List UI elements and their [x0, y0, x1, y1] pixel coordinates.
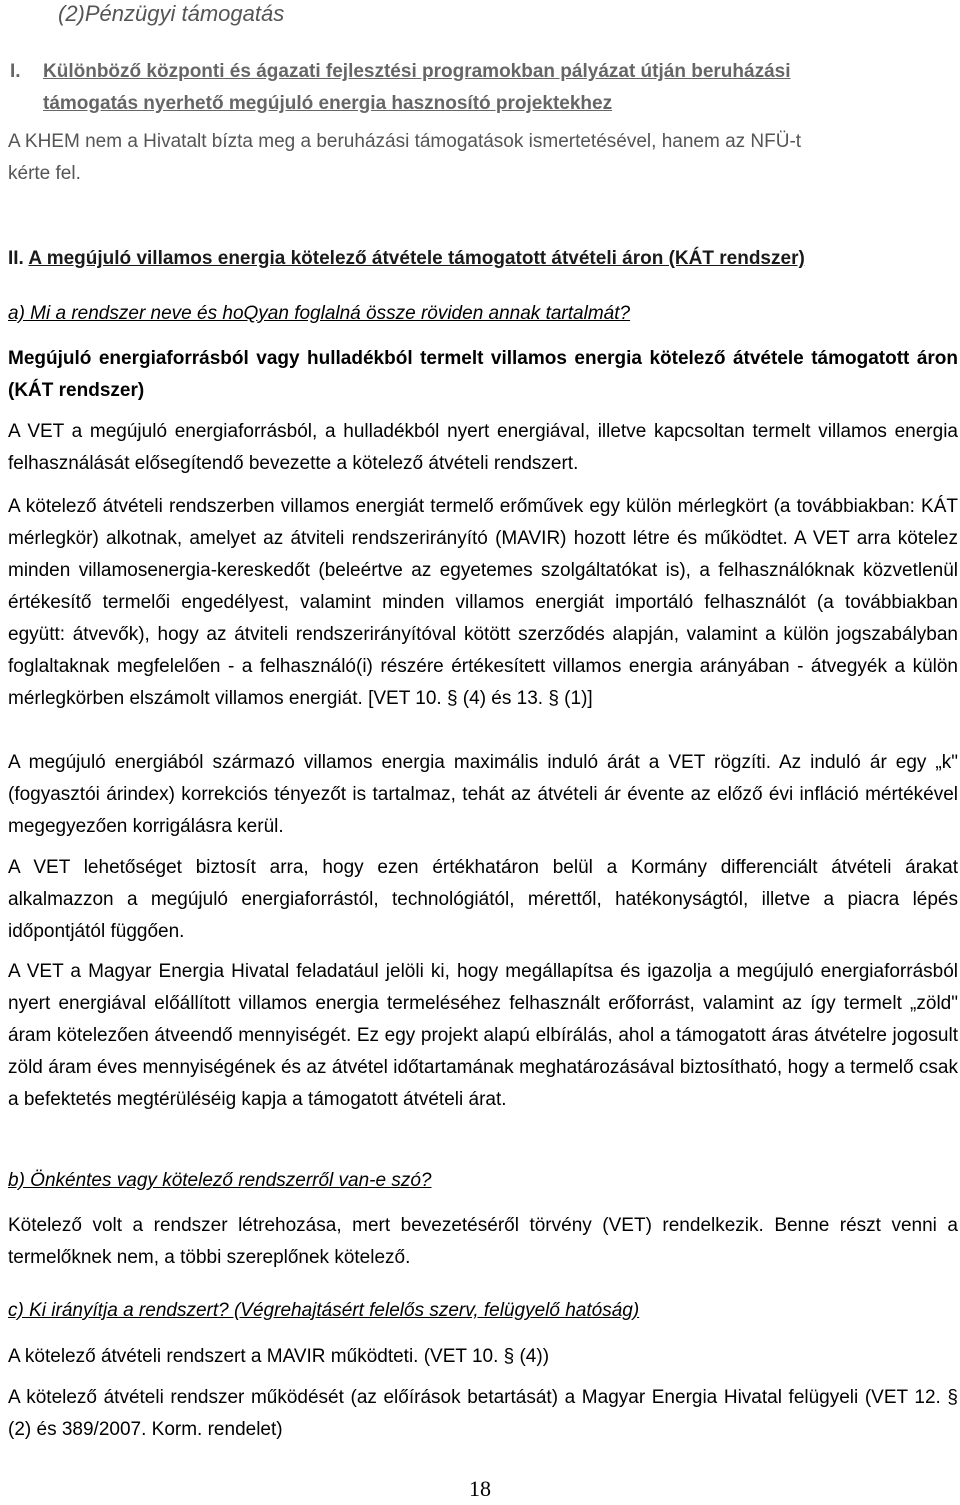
- section-1-heading: [10, 56, 960, 120]
- section-2-number: II.: [8, 248, 24, 269]
- subsection-heading: (2)Pénzügyi támogatás: [58, 1, 285, 26]
- section-2-title: A megújuló villamos energia kötelező átvétele támogatott átvételi áron (KÁT rendszer): [28, 248, 805, 269]
- question-c-answer-2: A kötelező átvételi rendszer működését (az előírások betartását) a Magyar Energia Hivatal felügyeli (VET 12. § (2) és 389/2007. Korm. rendelet): [8, 1387, 958, 1440]
- question-b-answer: Kötelező volt a rendszer létrehozása, mert bevezetéséről törvény (VET) rendelkezik. Benne részt venni a termelőknek nem, a többi szereplőnek kötelező.: [8, 1215, 958, 1268]
- section-1-title-line2: támogatás nyerhető megújuló energia hasznosító projektekhez: [43, 93, 613, 114]
- section-1-title-line1: Különböző központi és ágazati fejlesztési programokban pályázat útján beruházási: [43, 61, 791, 82]
- question-a: a) Mi a rendszer neve és hoQyan foglalná össze röviden annak tartalmát?: [8, 303, 631, 324]
- question-c-answer-1: A kötelező átvételi rendszert a MAVIR működteti. (VET 10. § (4)): [8, 1346, 550, 1367]
- section-1-number: I.: [10, 61, 21, 82]
- section-1-body-line1: A KHEM nem a Hivatalt bízta meg a beruházási támogatások ismertetésével, hanem az NFÜ-t: [8, 131, 802, 152]
- question-a-paragraph-5: A VET a Magyar Energia Hivatal feladatául jelöli ki, hogy megállapítsa és igazolja a megújuló energiaforrásból nyert energiával előállított villamos energia termeléséhez felhasznált erőforrást, valamint az így termelt „zöld" áram kötelezően átveendő mennyiségét. Ez egy projekt alapú elbírálás, ahol a támogatott áras átvételre jogosult zöld áram éves mennyiségének és az átvétel időtartamának meghatározásával biztosítható, hogy a termelő csak a befektetés megtérüléséig kapja a támogatott átvételi árat.: [8, 961, 958, 1110]
- question-a-paragraph-3: A megújuló energiából származó villamos energia maximális induló árát a VET rögzíti. Az induló ár egy „k" (fogyasztói árindex) korrekciós tényezőt is tartalmaz, tehát az átvételi ár évente az előző évi infláció mértékével megegyezően korrigálásra kerül.: [8, 752, 958, 837]
- page-number: 18: [469, 1476, 491, 1501]
- section-1-body: [8, 126, 958, 190]
- question-a-paragraph-4: A VET lehetőséget biztosít arra, hogy ezen értékhatáron belül a Kormány differenciált átvételi árakat alkalmazzon a megújuló energiaforrástól, technológiától, mérettől, hatékonyságtól, illetve a piacra lépés időpontjától függően.: [8, 857, 958, 942]
- question-a-paragraph-1: A VET a megújuló energiaforrásból, a hulladékból nyert energiával, illetve kapcsoltan termelt villamos energia felhasználását elősegítendő bevezette a kötelező átvételi rendszert.: [8, 421, 958, 474]
- question-a-paragraph-2: A kötelező átvételi rendszerben villamos energiát termelő erőművek egy külön mérlegkört (a továbbiakban: KÁT mérlegkör) alkotnak, amelyet az átviteli rendszerirányító (MAVIR) hozott létre és működtet. A VET arra kötelez minden villamosenergia-kereskedőt (beleértve az egyetemes szolgáltatókat is), a felhasználóknak közvetlenül értékesítő termelői engedélyest, valamint minden villamos energiát importáló felhasználót (a továbbiakban együtt: átvevők), hogy az átviteli rendszerirányítóval kötött szerződés alapján, valamint a külön jogszabályban foglaltaknak megfelelően - a felhasználó(i) részére értékesített villamos energia arányában - átvegyék a külön mérlegkörben elszámolt villamos energiát. [VET 10. § (4) és 13. § (1)]: [8, 496, 958, 709]
- question-b: b) Önkéntes vagy kötelező rendszerről van-e szó?: [8, 1170, 432, 1191]
- question-c: c) Ki irányítja a rendszert? (Végrehajtásért felelős szerv, felügyelő hatóság): [8, 1300, 640, 1321]
- section-1-body-line2: kérte fel.: [8, 163, 81, 184]
- question-a-bold-answer: Megújuló energiaforrásból vagy hulladékból termelt villamos energia kötelező átvétele támogatott áron (KÁT rendszer): [8, 348, 958, 401]
- section-2-heading: [8, 243, 958, 275]
